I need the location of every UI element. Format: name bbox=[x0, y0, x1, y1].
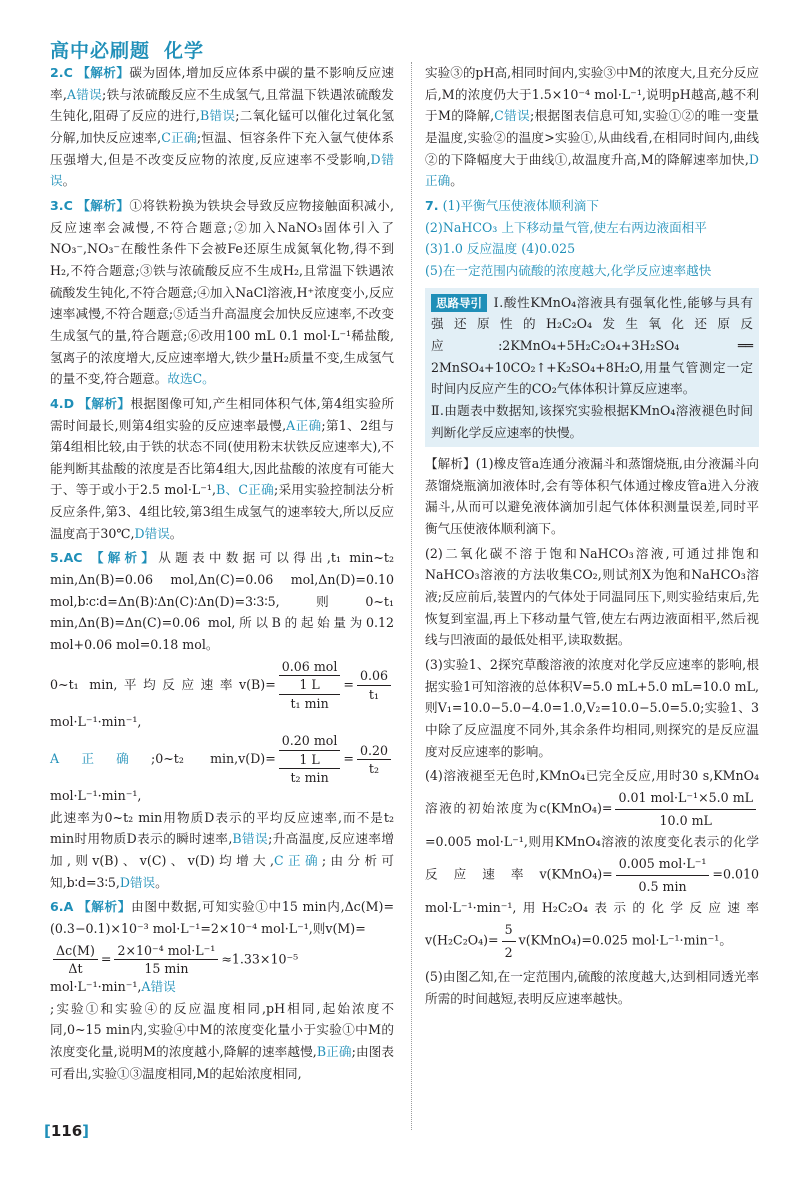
analysis-4 bbox=[425, 765, 759, 963]
text: 此速率为0~t₂ min用物质D表示的平均反应速率,而不是t₂ min时用物质D表示的瞬时速率, bbox=[50, 809, 394, 847]
answer-5 bbox=[50, 547, 394, 893]
frac-num: Δc(M) bbox=[53, 942, 98, 961]
frac-mid: 1 L bbox=[279, 750, 341, 770]
frac-den: Δt bbox=[68, 961, 83, 977]
analysis-tag: 【解析】 bbox=[76, 197, 130, 213]
frac-den: t₂ bbox=[368, 761, 380, 777]
answer-7-line-1 bbox=[425, 195, 759, 217]
text: Ⅰ.酸性KMnO₄溶液具有强氧化性,能够与具有强还原性的H₂C₂O₄发生氧化还原反应:2KMnO₄+5H₂C₂O₄+3H₂SO₄ ══ 2MnSO₄+10CO₂↑+K₂SO₄+8H₂O,用量气管测定一定时间内反应产生的CO₂气体体积计算反应速率。 bbox=[431, 294, 753, 397]
frac-num: 0.06 bbox=[357, 667, 391, 686]
judgement: A正确 bbox=[50, 751, 151, 767]
text: 。 bbox=[155, 874, 168, 890]
answer-key: D bbox=[63, 395, 75, 411]
frac-num: 0.005 mol·L⁻¹ bbox=[616, 853, 710, 876]
analysis-tag: 【解析】 bbox=[76, 65, 130, 80]
text: 实验③的pH高,相同时间内,实验③中M的浓度大,且充分反应后,M的浓度仍大于1.5×10⁻⁴ mol·L⁻¹,说明pH越高,越不利于M的降解, bbox=[425, 65, 759, 124]
judgement: D错误 bbox=[50, 151, 394, 189]
thinking-guide-part-2: Ⅱ.由题表中数据知,该探究实验根据KMnO₄溶液褪色时间判断化学反应速率的快慢。 bbox=[431, 402, 753, 440]
frac-bottom: t₂ min bbox=[290, 770, 329, 786]
judgement: B错误 bbox=[232, 831, 269, 847]
text: 。 bbox=[169, 525, 183, 541]
frac-den: 10.0 mL bbox=[659, 812, 712, 828]
column-divider bbox=[411, 62, 412, 1130]
answer-6 bbox=[50, 896, 394, 1084]
text: ;铁与浓硫酸反应不生成氢气,且常温下铁遇浓硫酸发生钝化,阻碍了反应的进行, bbox=[50, 86, 394, 124]
judgement: A错误 bbox=[141, 978, 176, 994]
question-number: 2. bbox=[50, 65, 64, 80]
judgement: A正确 bbox=[286, 417, 322, 433]
analysis-tag: 【解析】 bbox=[86, 550, 159, 566]
formula-vd: A正确;0~t₂ min,v(D)= 0.20 mol 1 L t₂ min = $\frac{0.20}{\text{t₂}}$ mol·L⁻¹·min⁻¹, bbox=[50, 732, 394, 805]
analysis-3: (3)实验1、2探究草酸溶液的浓度对化学反应速率的影响,根据实验1可知溶液的总体积V=5.0 mL+5.0 mL=10.0 mL,则V₁=10.0−5.0−4.0=1.0,V₂=10.0−5.0=5.0;实验1、3中除了反应温度不同外,其余条件均相同,则探究的是反应温度对反应速率的影响。 bbox=[425, 657, 759, 759]
text: 从题表中数据可以得出,t₁ min~t₂ min,Δn(B)=0.06 mol,Δn(C)=0.06 mol,Δn(D)=0.10 mol,b∶c∶d=Δn(B)∶Δn(C)∶Δn(D)=3∶3∶5,则0~t₁ min,Δn(B)=Δn(C)=0.06 mol,所以B的起始量为0.12 mol+0.06 mol=0.18 mol。 bbox=[50, 550, 395, 653]
fraction bbox=[279, 732, 341, 787]
answer-key: A bbox=[63, 899, 74, 915]
frac-bottom: t₁ min bbox=[290, 695, 329, 711]
judgement: C正确 bbox=[274, 853, 322, 869]
text: (1)橡皮管a连通分液漏斗和蒸馏烧瓶,由分液漏斗向蒸馏烧瓶滴加液体时,会有等体积气体通过橡皮管a进入分液漏斗,从而可以避免液体滴加引起气体体积测量误差,同时平衡气压使液体顺利滴下。 bbox=[425, 456, 759, 537]
fraction bbox=[357, 667, 391, 703]
text: 碳为固体,增加反应体系中碳的量不影响反应速率, bbox=[50, 65, 394, 102]
analysis-tag: 【解析】 bbox=[78, 395, 131, 411]
answer-2 bbox=[50, 62, 394, 192]
question-number: 4. bbox=[50, 395, 64, 411]
fraction bbox=[279, 658, 341, 713]
right-column bbox=[425, 62, 759, 1013]
answer-key: AC bbox=[63, 550, 83, 566]
judgement: B错误 bbox=[199, 108, 236, 124]
text: (1)平衡气压使液体顺利滴下 bbox=[442, 197, 599, 213]
judgement: D错误 bbox=[119, 874, 156, 890]
answer-7-line-2: (2)NaHCO₃ 上下移动量气管,使左右两边液面相平 bbox=[425, 219, 707, 235]
page-number-value: 116 bbox=[50, 1122, 83, 1140]
judgement: C正确 bbox=[161, 129, 197, 145]
text: =0.010 mol·L⁻¹·min⁻¹,用H₂C₂O₄表示的化学反应速率v(H₂C₂O₄)= bbox=[425, 866, 759, 948]
text: 由图中数据,可知实验①中15 min内,Δc(M)=(0.3−0.1)×10⁻³ mol·L⁻¹=2×10⁻⁴ mol·L⁻¹,则v(M)= bbox=[50, 899, 395, 936]
text: ;第1、2组与第4组相比较,由于铁的状态不同(使用粉末状铁反应速率大),不能判断其盐酸的浓度是否比第4组大,因此盐酸的浓度有可能大于、等于或小于2.5 mol·L⁻¹, bbox=[50, 417, 394, 498]
text: ;根据图表信息可知,实验①②的唯一变量是温度,实验②的温度>实验①,从曲线看,在相同时间内,曲线②的下降幅度大于曲线①,故温度升高,M的降解速率加快, bbox=[425, 108, 759, 167]
formula-vb: 0~t₁ min,平均反应速率v(B)= 0.06 mol 1 L t₁ min = $\frac{0.06}{\text{t₁}}$ mol·L⁻¹·min⁻¹, bbox=[50, 658, 394, 731]
text: ≈1.33×10⁻⁵ mol·L⁻¹·min⁻¹, bbox=[50, 951, 299, 994]
answer-6-continued bbox=[425, 62, 759, 192]
frac-top: 0.20 mol bbox=[281, 733, 338, 749]
fraction bbox=[502, 919, 516, 963]
text: ①将铁粉换为铁块会导致反应物接触面积减小,反应速率会减慢,不符合题意;②加入NaNO₃固体引入了NO₃⁻,NO₃⁻在酸性条件下会被Fe还原生成氮氧化物,得不到H₂,不符合题意;③铁与浓硫酸反应不生成H₂,且常温下铁遇浓硫酸发生钝化,不符合题意;④加入NaCl溶液,H⁺浓度变小,反应速率减慢,不符合题意;⑤适当升高温度会加快反应速率,不改变生成氢气的量,符合题意;⑥改用100 mL 0.1 mol·L⁻¹稀盐酸,氢离子的浓度增大,反应速率增大,铁少量H₂质量不变,生成氢气的量不变,符合题意。 bbox=[50, 197, 394, 387]
text: ;升高温度,反应速率增加,则v(B)、v(C)、v(D)均增大, bbox=[50, 831, 395, 869]
text: (4)溶液褪至无色时,KMnO₄已完全反应,用时30 s,KMnO₄溶液的初始浓度为c(KMnO₄)= bbox=[425, 768, 759, 816]
judgement: C错误 bbox=[494, 108, 531, 124]
frac-num: 5 bbox=[502, 919, 516, 942]
text: =0.005 mol·L⁻¹,则用KMnO₄溶液的浓度变化表示的化学反应速率v(KMnO₄)= bbox=[425, 834, 759, 882]
text: ;二氧化锰可以催化过氧化氢分解,加快反应速率, bbox=[50, 108, 394, 145]
frac-num: 0.20 bbox=[357, 742, 391, 761]
analysis-1 bbox=[425, 453, 759, 540]
answer-3 bbox=[50, 195, 394, 390]
question-number: 5. bbox=[50, 550, 64, 566]
text: mol·L⁻¹·min⁻¹, bbox=[50, 713, 142, 729]
frac-den: 15 min bbox=[144, 961, 189, 977]
frac-num: 0.01 mol·L⁻¹×5.0 mL bbox=[615, 787, 756, 810]
book-title: 高中必刷题 bbox=[50, 40, 151, 62]
text: ;恒温、恒容条件下充入氩气使体系压强增大,但是不改变反应物的浓度,反应速率不受影响, bbox=[50, 129, 395, 167]
text: ;由图表可看出,实验①③温度相同,M的起始浓度相同, bbox=[50, 1043, 395, 1081]
text: v(KMnO₄)=0.025 mol·L⁻¹·min⁻¹。 bbox=[518, 932, 732, 948]
answer-7-line-3: (3)1.0 反应温度 (4)0.025 bbox=[425, 241, 576, 257]
subject-title: 化学 bbox=[164, 40, 205, 62]
analysis-tag: 【解析】 bbox=[77, 899, 132, 915]
judgement: D正确 bbox=[425, 151, 759, 189]
fraction bbox=[615, 787, 756, 831]
analysis-tag: 【解析】 bbox=[425, 456, 476, 472]
judgement: D错误 bbox=[134, 525, 170, 541]
judgement: B正确 bbox=[316, 1043, 352, 1059]
text: 。 bbox=[450, 173, 463, 189]
text: ;0~t₂ min,v(D)= bbox=[150, 751, 276, 767]
formula-vm bbox=[50, 942, 394, 996]
text: ;由分析可知,b∶d=3∶5, bbox=[50, 853, 394, 890]
page-number: [116] bbox=[44, 1122, 90, 1140]
text: = bbox=[100, 951, 112, 967]
analysis-5: (5)由图乙知,在一定范围内,硫酸的浓度越大,达到相同透光率所需的时间越短,表明反应速率越快。 bbox=[425, 969, 759, 1006]
frac-mid: 1 L bbox=[279, 675, 341, 695]
text: 。 bbox=[62, 173, 76, 189]
answer-key: C bbox=[63, 197, 73, 213]
fraction bbox=[616, 853, 710, 897]
text: ;采用实验控制法分析反应条件,第3、4组比较,第3组生成氢气的速率较大,所以反应温度高于30℃, bbox=[50, 482, 395, 541]
fraction bbox=[114, 942, 218, 978]
frac-den: t₁ bbox=[368, 686, 380, 702]
question-number: 3. bbox=[50, 197, 64, 213]
frac-top: 0.06 mol bbox=[281, 658, 338, 674]
answer-7-line-4: (5)在一定范围内硫酸的浓度越大,化学反应速率越快 bbox=[425, 262, 712, 278]
answer-7 bbox=[425, 195, 759, 282]
judgement: 故选C。 bbox=[167, 371, 215, 387]
page-header bbox=[50, 36, 204, 63]
question-number: 7. bbox=[425, 197, 439, 213]
left-column bbox=[50, 62, 394, 1087]
judgement: A错误 bbox=[66, 86, 103, 102]
text: ;实验①和实验④的反应温度相同,pH相同,起始浓度不同,0~15 min内,实验④中M的浓度变化量小于实验①中M的浓度变化量,说明M的浓度越小,降解的速率越慢, bbox=[50, 1000, 394, 1059]
analysis-2: (2)二氧化碳不溶于饱和NaHCO₃溶液,可通过排饱和NaHCO₃溶液的方法收集CO₂,则试剂X为饱和NaHCO₃溶液;反应前后,装置内的气体处于同温同压下,则实验结束后,先恢复到室温,再上下移动量气管,使左右两边液面相平,然后视线与凹液面的最低处相平,读取数据。 bbox=[425, 545, 759, 648]
answer-key: C bbox=[63, 65, 73, 80]
frac-den: 0.5 min bbox=[638, 878, 687, 894]
text: 根据图像可知,产生相同体积气体,第4组实验所需时间最长,则第4组实验的反应速率最慢, bbox=[50, 395, 394, 433]
fraction bbox=[53, 942, 98, 978]
question-number: 6. bbox=[50, 899, 64, 915]
thinking-guide-label: 思路导引 bbox=[431, 294, 487, 312]
text: 0~t₁ min,平均反应速率v(B)= bbox=[50, 676, 276, 692]
text: mol·L⁻¹·min⁻¹, bbox=[50, 788, 142, 804]
fraction bbox=[357, 742, 391, 778]
judgement: B、C正确 bbox=[215, 482, 274, 498]
answer-4 bbox=[50, 393, 394, 545]
frac-num: 2×10⁻⁴ mol·L⁻¹ bbox=[114, 942, 218, 961]
thinking-guide-box bbox=[425, 288, 759, 448]
frac-den: 2 bbox=[504, 944, 513, 960]
